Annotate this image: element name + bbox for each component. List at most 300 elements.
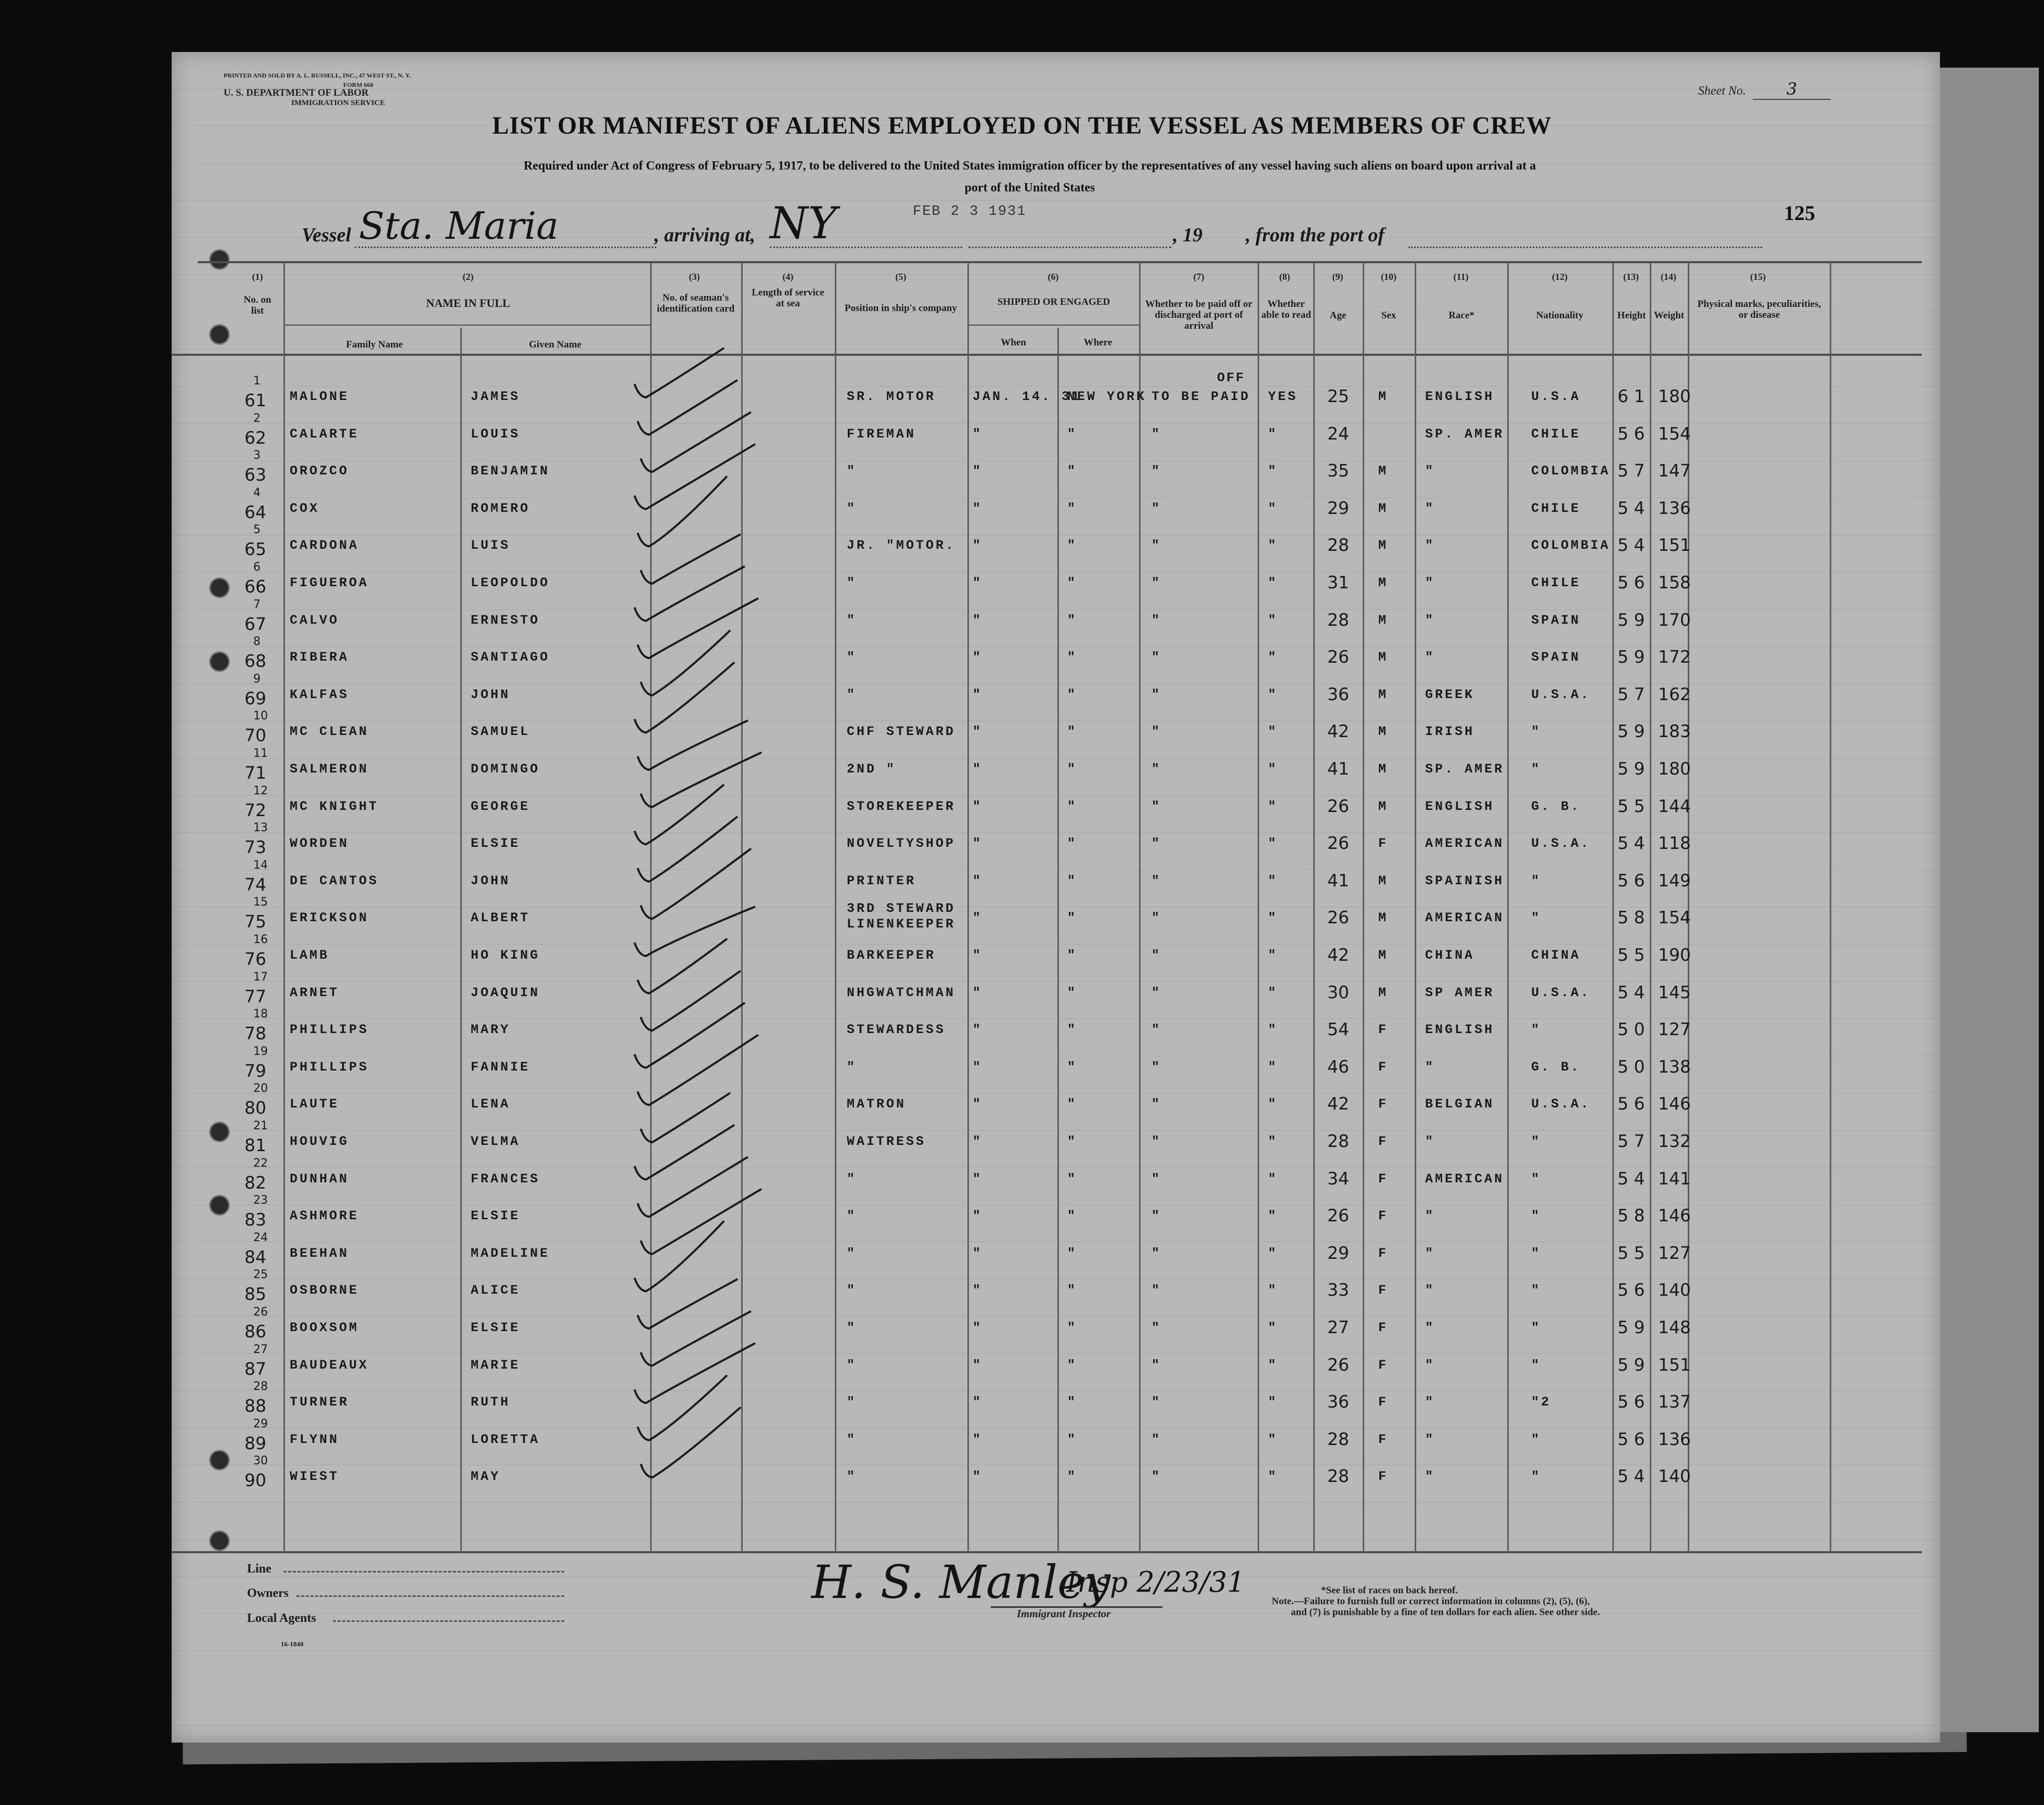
- weight: 140: [1658, 1280, 1691, 1300]
- race: IRISH: [1425, 724, 1475, 740]
- weight: 172: [1658, 647, 1691, 667]
- family-name: CARDONA: [290, 538, 359, 553]
- age: 25: [1327, 386, 1349, 406]
- height: 5 0: [1618, 1056, 1645, 1077]
- table-top-rule: [198, 261, 1922, 263]
- family-name: WORDEN: [290, 836, 350, 852]
- col-header-given-name: Given Name: [529, 339, 581, 350]
- col-header-where: Where: [1083, 337, 1112, 348]
- age: 46: [1327, 1056, 1349, 1077]
- row-number: 62: [244, 427, 266, 448]
- family-name: CALVO: [290, 612, 340, 628]
- shipped-when: ": [973, 985, 983, 1000]
- given-name: ELSIE: [471, 1320, 521, 1335]
- row-number: 63: [244, 465, 266, 485]
- paid-off: ": [1152, 1245, 1162, 1261]
- col-number: (14): [1661, 272, 1676, 282]
- shipped-where: ": [1067, 798, 1078, 814]
- table-row: [0, 523, 2044, 569]
- sex: M: [1378, 798, 1389, 814]
- row-sequence: 2: [253, 411, 261, 425]
- row-number: 70: [244, 725, 266, 746]
- row-number: 86: [244, 1321, 266, 1342]
- check-mark: [638, 598, 758, 658]
- row-sequence: 3: [253, 449, 261, 462]
- table-row: [0, 635, 2044, 681]
- sex: M: [1378, 389, 1389, 404]
- nationality: ": [1531, 762, 1542, 777]
- printer-note: PRINTED AND SOLD BY A. L. RUSSELL, INC., 47 WEST ST., N. Y.: [224, 72, 411, 79]
- position-secondary: LINENKEEPER: [847, 917, 956, 932]
- given-name: JOHN: [471, 687, 511, 702]
- weight: 154: [1658, 423, 1691, 444]
- check-marks: [619, 343, 869, 1540]
- nationality: U.S.A.: [1531, 687, 1591, 702]
- age: 35: [1327, 460, 1349, 481]
- sex: F: [1378, 836, 1389, 852]
- weight: 141: [1658, 1168, 1691, 1189]
- race: AMERICAN: [1425, 836, 1505, 852]
- shipped-where: ": [1067, 650, 1078, 665]
- able-to-read: ": [1268, 985, 1278, 1000]
- nationality: COLOMBIA: [1531, 463, 1611, 479]
- weight: 146: [1658, 1093, 1691, 1114]
- row-number: 81: [244, 1135, 266, 1155]
- row-sequence: 19: [253, 1045, 268, 1058]
- sex: M: [1378, 463, 1389, 479]
- able-to-read: ": [1268, 426, 1278, 442]
- position: ": [847, 1171, 857, 1187]
- form-subtitle-2: port of the United States: [964, 181, 1095, 195]
- age: 36: [1327, 684, 1349, 704]
- race: GREEK: [1425, 687, 1475, 702]
- able-to-read: ": [1268, 1134, 1278, 1149]
- age: 24: [1327, 423, 1349, 444]
- check-mark: [638, 1035, 758, 1105]
- col-header-physical-marks: Physical marks, peculiarities, or disease: [1697, 299, 1821, 320]
- weight: 154: [1658, 907, 1691, 928]
- position: STEWARDESS: [847, 1022, 946, 1038]
- row-sequence: 16: [253, 933, 268, 946]
- family-name: DUNHAN: [290, 1171, 350, 1187]
- given-name: LENA: [471, 1097, 511, 1112]
- row-number: 65: [244, 539, 266, 560]
- given-name: LUIS: [471, 538, 511, 553]
- able-to-read: ": [1268, 1283, 1278, 1298]
- nationality: COLOMBIA: [1531, 538, 1611, 553]
- position: ": [847, 612, 857, 628]
- sex: F: [1378, 1171, 1389, 1187]
- off-note: OFF: [1217, 370, 1246, 385]
- able-to-read: ": [1268, 500, 1278, 516]
- weight: 147: [1658, 460, 1691, 481]
- position: MATRON: [847, 1097, 907, 1112]
- weight: 170: [1658, 609, 1691, 630]
- shipped-when: ": [973, 1208, 983, 1224]
- height: 5 0: [1618, 1019, 1645, 1040]
- weight: 118: [1658, 833, 1691, 854]
- paid-off: ": [1152, 1022, 1162, 1038]
- sex: F: [1378, 1059, 1389, 1075]
- family-name: KALFAS: [290, 687, 350, 702]
- position: ": [847, 1320, 857, 1335]
- height: 5 7: [1618, 684, 1645, 704]
- col-header-position: Position in ship's company: [845, 303, 957, 314]
- check-mark: [635, 907, 755, 956]
- nationality: ": [1531, 1208, 1542, 1224]
- shipped-where: ": [1067, 1395, 1078, 1410]
- col-header-when: When: [1001, 337, 1026, 348]
- col-header-shipped-or-engaged: SHIPPED OR ENGAGED: [997, 296, 1110, 307]
- row-sequence: 27: [253, 1343, 268, 1356]
- nationality: U.S.A: [1531, 389, 1581, 404]
- sex: F: [1378, 1022, 1389, 1038]
- family-name: ASHMORE: [290, 1208, 359, 1224]
- weight: 138: [1658, 1056, 1691, 1077]
- table-row: [0, 858, 2044, 905]
- inspector-signature: H. S. Manley: [811, 1555, 1110, 1609]
- sex: F: [1378, 1097, 1389, 1112]
- able-to-read: ": [1268, 1208, 1278, 1224]
- check-mark: [635, 1343, 755, 1403]
- age: 26: [1327, 647, 1349, 667]
- shipped-where: ": [1067, 948, 1078, 963]
- table-row: [0, 1231, 2044, 1277]
- weight: 149: [1658, 870, 1691, 891]
- height: 5 4: [1618, 833, 1645, 854]
- height: 5 5: [1618, 945, 1645, 965]
- able-to-read: ": [1268, 463, 1278, 479]
- row-sequence: 5: [253, 523, 261, 537]
- check-mark: [641, 1407, 741, 1477]
- weight: 136: [1658, 1428, 1691, 1449]
- paid-off: ": [1152, 1208, 1162, 1224]
- check-mark: [635, 1003, 745, 1068]
- position: ": [847, 500, 857, 516]
- paid-off: ": [1152, 1320, 1162, 1335]
- shipped-when: ": [973, 1097, 983, 1112]
- table-row: [0, 784, 2044, 830]
- weight: 127: [1658, 1019, 1691, 1040]
- shipped-when: ": [973, 1059, 983, 1075]
- shipped-where: ": [1067, 985, 1078, 1000]
- col-header-race: Race*: [1448, 310, 1474, 321]
- row-sequence: 29: [253, 1417, 268, 1430]
- row-number: 77: [244, 986, 266, 1007]
- age: 28: [1327, 1131, 1349, 1151]
- row-number: 85: [244, 1284, 266, 1305]
- shipped-when: ": [973, 1022, 983, 1038]
- given-name: SAMUEL: [471, 724, 531, 740]
- penalty-note: Note.—Failure to furnish full or correct information in columns (2), (5), (6),: [1272, 1596, 1590, 1607]
- row-sequence: 13: [253, 821, 268, 835]
- row-number: 82: [244, 1172, 266, 1193]
- paid-off: ": [1152, 650, 1162, 665]
- age: 33: [1327, 1280, 1349, 1300]
- col-number: (7): [1193, 272, 1205, 282]
- sex: M: [1378, 687, 1389, 702]
- row-sequence: 22: [253, 1156, 268, 1170]
- shipped-where: ": [1067, 1208, 1078, 1224]
- family-name: BAUDEAUX: [290, 1357, 369, 1373]
- sex: F: [1378, 1357, 1389, 1373]
- given-name: VELMA: [471, 1134, 521, 1149]
- paid-off: ": [1152, 1395, 1162, 1410]
- penalty-note-2: and (7) is punishable by a fine of ten dollars for each alien. See other side.: [1291, 1607, 1600, 1618]
- nationality: ": [1531, 1469, 1542, 1485]
- family-name: LAUTE: [290, 1097, 340, 1112]
- weight: 151: [1658, 1354, 1691, 1375]
- shipped-where: ": [1067, 1022, 1078, 1038]
- sex: M: [1378, 873, 1389, 888]
- paid-off: ": [1152, 1171, 1162, 1187]
- shipped-when: ": [973, 910, 983, 926]
- sex: F: [1378, 1134, 1389, 1149]
- row-sequence: 18: [253, 1008, 268, 1021]
- col-number: (1): [252, 272, 263, 282]
- position: CHF STEWARD: [847, 724, 956, 740]
- race: ": [1425, 1208, 1435, 1224]
- shipped-when: ": [973, 612, 983, 628]
- position: 3RD STEWARD: [847, 901, 956, 917]
- col-header-able-to-read: Whether able to read: [1261, 299, 1311, 320]
- age: 41: [1327, 758, 1349, 779]
- table-row: [0, 933, 2044, 979]
- paid-off: ": [1152, 1469, 1162, 1485]
- sex: M: [1378, 910, 1389, 926]
- given-name: JAMES: [471, 389, 521, 404]
- paid-off: ": [1152, 985, 1162, 1000]
- sex: F: [1378, 1283, 1389, 1298]
- race: ": [1425, 1059, 1435, 1075]
- race: SPAINISH: [1425, 873, 1505, 888]
- row-number: 75: [244, 911, 266, 932]
- position: ": [847, 1208, 857, 1224]
- family-name: OSBORNE: [290, 1283, 359, 1298]
- height: 5 6: [1618, 1428, 1645, 1449]
- table-row: [0, 1008, 2044, 1053]
- age: 29: [1327, 497, 1349, 518]
- shipped-when: ": [973, 500, 983, 516]
- given-name: ROMERO: [471, 500, 531, 516]
- able-to-read: ": [1268, 1432, 1278, 1447]
- weight: 144: [1658, 795, 1691, 816]
- from-port-underline: [1408, 247, 1762, 248]
- given-name: LOUIS: [471, 426, 521, 442]
- col-header-height: Height: [1617, 310, 1646, 321]
- race: CHINA: [1425, 948, 1475, 963]
- shipped-where: ": [1067, 1245, 1078, 1261]
- family-name: COX: [290, 500, 320, 516]
- table-bottom-rule: [172, 1551, 1922, 1553]
- table-row: [0, 1268, 2044, 1314]
- able-to-read: ": [1268, 1022, 1278, 1038]
- shipped-where: ": [1067, 575, 1078, 590]
- paid-off: ": [1152, 1357, 1162, 1373]
- check-mark: [638, 380, 738, 435]
- vessel-underline: [355, 247, 656, 248]
- nationality: CHILE: [1531, 500, 1581, 516]
- vessel-label: Vessel: [302, 224, 351, 246]
- row-number: 67: [244, 613, 266, 634]
- able-to-read: ": [1268, 1097, 1278, 1112]
- row-number: 90: [244, 1470, 266, 1491]
- row-number: 61: [244, 390, 266, 410]
- table-row: [0, 1343, 2044, 1389]
- able-to-read: ": [1268, 948, 1278, 963]
- position: ": [847, 1395, 857, 1410]
- row-sequence: 30: [253, 1454, 268, 1468]
- shipped-when: ": [973, 948, 983, 963]
- given-name: ALBERT: [471, 910, 531, 926]
- weight: 136: [1658, 497, 1691, 518]
- position: PRINTER: [847, 873, 916, 888]
- paid-off: ": [1152, 910, 1162, 926]
- family-name: FLYNN: [290, 1432, 340, 1447]
- nationality: CHILE: [1531, 575, 1581, 590]
- sex: M: [1378, 538, 1389, 553]
- given-name: MADELINE: [471, 1245, 550, 1261]
- given-name: FRANCES: [471, 1171, 540, 1187]
- able-to-read: ": [1268, 1245, 1278, 1261]
- shipped-where: ": [1067, 1469, 1078, 1485]
- race: ": [1425, 650, 1435, 665]
- owners-label: Owners: [247, 1587, 289, 1600]
- given-name: MARY: [471, 1022, 511, 1038]
- check-mark: [641, 971, 741, 1030]
- line-label: Line: [247, 1562, 271, 1576]
- age: 42: [1327, 721, 1349, 742]
- col-number: (2): [462, 272, 474, 282]
- height: 5 9: [1618, 721, 1645, 742]
- position: ": [847, 1283, 857, 1298]
- age: 54: [1327, 1019, 1349, 1040]
- height: 5 6: [1618, 1391, 1645, 1412]
- col-number: (10): [1381, 272, 1396, 282]
- shipped-when: ": [973, 836, 983, 852]
- row-number: 73: [244, 837, 266, 858]
- height: 5 9: [1618, 758, 1645, 779]
- family-name: PHILLIPS: [290, 1022, 369, 1038]
- vessel-name: Sta. Maria: [359, 204, 559, 248]
- weight: 183: [1658, 721, 1691, 742]
- paid-off: ": [1152, 1134, 1162, 1149]
- race: ": [1425, 1283, 1435, 1298]
- shipped-when: ": [973, 1134, 983, 1149]
- shipped-where: ": [1067, 426, 1078, 442]
- shipped-when: ": [973, 724, 983, 740]
- date-stamp: FEB 2 3 1931: [913, 204, 1027, 220]
- shipped-where: ": [1067, 762, 1078, 777]
- age: 41: [1327, 870, 1349, 891]
- family-name: ARNET: [290, 985, 340, 1000]
- shipped-where: ": [1067, 724, 1078, 740]
- given-name: RUTH: [471, 1395, 511, 1410]
- race: ENGLISH: [1425, 389, 1495, 404]
- height: 5 8: [1618, 907, 1645, 928]
- given-name: LEOPOLDO: [471, 575, 550, 590]
- check-mark: [641, 412, 751, 472]
- family-name: RIBERA: [290, 650, 350, 665]
- shipped-where: ": [1067, 1320, 1078, 1335]
- position: ": [847, 1245, 857, 1261]
- position: ": [847, 463, 857, 479]
- table-row: [0, 1306, 2044, 1351]
- row-sequence: 26: [253, 1306, 268, 1319]
- sex: M: [1378, 575, 1389, 590]
- paid-off: ": [1152, 463, 1162, 479]
- name-subheader-rule: [283, 325, 650, 326]
- table-row: [0, 1194, 2044, 1240]
- table-row: [0, 411, 2044, 458]
- height: 5 9: [1618, 1317, 1645, 1337]
- shipped-when: JAN. 14. 31: [973, 389, 1082, 404]
- race: ": [1425, 1357, 1435, 1373]
- race: ENGLISH: [1425, 1022, 1495, 1038]
- row-sequence: 15: [253, 896, 268, 909]
- able-to-read: ": [1268, 612, 1278, 628]
- able-to-read: ": [1268, 687, 1278, 702]
- sex: M: [1378, 650, 1389, 665]
- race: ": [1425, 538, 1435, 553]
- weight: 137: [1658, 1391, 1691, 1412]
- col-number: (15): [1750, 272, 1766, 282]
- table-row: [0, 486, 2044, 532]
- position: SR. MOTOR: [847, 389, 936, 404]
- table-row: [0, 710, 2044, 755]
- shipped-where: ": [1067, 1357, 1078, 1373]
- height: 5 6: [1618, 572, 1645, 592]
- given-name: HO KING: [471, 948, 540, 963]
- col-number: (12): [1552, 272, 1568, 282]
- form-number: FORM 660: [343, 81, 373, 88]
- given-name: JOAQUIN: [471, 985, 540, 1000]
- row-sequence: 10: [253, 710, 268, 723]
- page-number: 125: [1784, 201, 1815, 225]
- position: ": [847, 1357, 857, 1373]
- row-number: 83: [244, 1209, 266, 1230]
- age: 26: [1327, 1354, 1349, 1375]
- race: SP. AMER: [1425, 762, 1505, 777]
- shipped-where: ": [1067, 1171, 1078, 1187]
- height: 6 1: [1618, 386, 1645, 406]
- height: 5 4: [1618, 982, 1645, 1002]
- sheet-number: 3: [1753, 79, 1831, 100]
- given-name: ALICE: [471, 1283, 521, 1298]
- able-to-read: ": [1268, 1059, 1278, 1075]
- arriving-label: , arriving at,: [654, 224, 756, 246]
- race: ": [1425, 1395, 1435, 1410]
- col-number: (13): [1623, 272, 1639, 282]
- sex: M: [1378, 500, 1389, 516]
- nationality: ": [1531, 1283, 1542, 1298]
- nationality: ": [1531, 1357, 1542, 1373]
- age: 28: [1327, 609, 1349, 630]
- family-name: HOUVIG: [290, 1134, 350, 1149]
- shipped-where: ": [1067, 687, 1078, 702]
- able-to-read: ": [1268, 650, 1278, 665]
- table-row: [0, 598, 2044, 644]
- given-name: DOMINGO: [471, 762, 540, 777]
- weight: 148: [1658, 1317, 1691, 1337]
- height: 5 9: [1618, 647, 1645, 667]
- shipped-when: ": [973, 426, 983, 442]
- paid-off: ": [1152, 612, 1162, 628]
- able-to-read: ": [1268, 1320, 1278, 1335]
- shipped-where: ": [1067, 538, 1078, 553]
- age: 26: [1327, 833, 1349, 854]
- family-name: PHILLIPS: [290, 1059, 369, 1075]
